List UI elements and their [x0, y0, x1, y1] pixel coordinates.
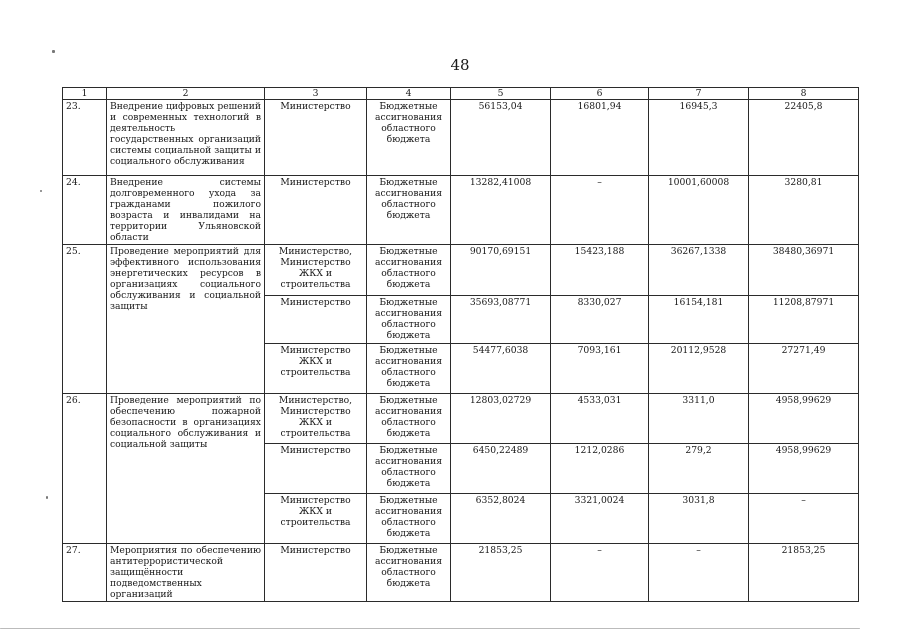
- activity-name: Внедрение цифровых решений и современных технологий в деятельность государственных организаций системы социальной защиты и социального обслуживания: [107, 100, 265, 176]
- column-header: 3: [265, 88, 367, 100]
- funding-source: Бюджетные ассигнования областного бюджета: [367, 394, 451, 444]
- value-col6: 8330,027: [551, 296, 649, 344]
- value-col7: 3031,8: [649, 494, 749, 544]
- value-total: 13282,41008: [451, 176, 551, 245]
- column-header: 2: [107, 88, 265, 100]
- scan-speck: [40, 190, 42, 192]
- value-col7: 279,2: [649, 444, 749, 494]
- activity-name: Внедрение системы долговременного ухода за гражданами пожилого возраста и инвалидами на территории Ульяновской области: [107, 176, 265, 245]
- activity-name: Мероприятия по обеспечению антитеррористической защищённости подведомственных организаций: [107, 544, 265, 602]
- value-col8: 4958,99629: [749, 444, 859, 494]
- funding-source: Бюджетные ассигнования областного бюджета: [367, 444, 451, 494]
- value-col7: –: [649, 544, 749, 602]
- row-number: 27.: [63, 544, 107, 602]
- table-row: [63, 245, 859, 296]
- value-col7: 16154,181: [649, 296, 749, 344]
- value-col7: 10001,60008: [649, 176, 749, 245]
- funding-source: Бюджетные ассигнования областного бюджета: [367, 176, 451, 245]
- value-total: 6352,8024: [451, 494, 551, 544]
- table-row: [63, 544, 859, 602]
- value-col8: –: [749, 494, 859, 544]
- scan-speck: [46, 496, 48, 499]
- value-col6: 16801,94: [551, 100, 649, 176]
- row-number: 25.: [63, 245, 107, 394]
- executor: Министерство ЖКХ и строительства: [265, 344, 367, 394]
- column-header: 7: [649, 88, 749, 100]
- activity-name: Проведение мероприятий по обеспечению пожарной безопасности в организациях социального обслуживания и социальной защиты: [107, 394, 265, 544]
- table-row: [63, 394, 859, 444]
- row-number: 24.: [63, 176, 107, 245]
- budget-table: [62, 87, 859, 602]
- table-row: [63, 176, 859, 245]
- value-col6: 3321,0024: [551, 494, 649, 544]
- value-col6: 1212,0286: [551, 444, 649, 494]
- value-col7: 36267,1338: [649, 245, 749, 296]
- header-row: [63, 88, 859, 100]
- value-col6: –: [551, 176, 649, 245]
- value-col6: 15423,188: [551, 245, 649, 296]
- activity-name: Проведение мероприятий для эффективного использования энергетических ресурсов в организациях социального обслуживания и социальной защиты: [107, 245, 265, 394]
- value-col7: 20112,9528: [649, 344, 749, 394]
- value-total: 54477,6038: [451, 344, 551, 394]
- funding-source: Бюджетные ассигнования областного бюджета: [367, 344, 451, 394]
- executor: Министерство ЖКХ и строительства: [265, 494, 367, 544]
- value-col8: 3280,81: [749, 176, 859, 245]
- value-col6: 7093,161: [551, 344, 649, 394]
- scan-speck: [52, 50, 55, 53]
- executor: Министерство: [265, 544, 367, 602]
- column-header: 8: [749, 88, 859, 100]
- column-header: 4: [367, 88, 451, 100]
- value-total: 6450,22489: [451, 444, 551, 494]
- executor: Министерство: [265, 444, 367, 494]
- value-col6: –: [551, 544, 649, 602]
- value-col8: 4958,99629: [749, 394, 859, 444]
- funding-source: Бюджетные ассигнования областного бюджета: [367, 544, 451, 602]
- value-col8: 22405,8: [749, 100, 859, 176]
- scan-speck: [0, 628, 860, 629]
- value-total: 21853,25: [451, 544, 551, 602]
- value-total: 90170,69151: [451, 245, 551, 296]
- funding-source: Бюджетные ассигнования областного бюджета: [367, 494, 451, 544]
- value-col6: 4533,031: [551, 394, 649, 444]
- column-header: 1: [63, 88, 107, 100]
- row-number: 26.: [63, 394, 107, 544]
- executor: Министерство: [265, 176, 367, 245]
- funding-source: Бюджетные ассигнования областного бюджета: [367, 245, 451, 296]
- column-header: 6: [551, 88, 649, 100]
- value-total: 56153,04: [451, 100, 551, 176]
- executor: Министерство: [265, 296, 367, 344]
- funding-source: Бюджетные ассигнования областного бюджета: [367, 100, 451, 176]
- page-number: 48: [450, 56, 470, 74]
- value-col8: 27271,49: [749, 344, 859, 394]
- value-col7: 3311,0: [649, 394, 749, 444]
- executor: Министерство, Министерство ЖКХ и строительства: [265, 245, 367, 296]
- value-total: 12803,02729: [451, 394, 551, 444]
- funding-source: Бюджетные ассигнования областного бюджета: [367, 296, 451, 344]
- value-col8: 21853,25: [749, 544, 859, 602]
- executor: Министерство: [265, 100, 367, 176]
- table-row: [63, 100, 859, 176]
- value-col8: 11208,87971: [749, 296, 859, 344]
- column-header: 5: [451, 88, 551, 100]
- value-col8: 38480,36971: [749, 245, 859, 296]
- value-col7: 16945,3: [649, 100, 749, 176]
- value-total: 35693,08771: [451, 296, 551, 344]
- row-number: 23.: [63, 100, 107, 176]
- executor: Министерство, Министерство ЖКХ и строительства: [265, 394, 367, 444]
